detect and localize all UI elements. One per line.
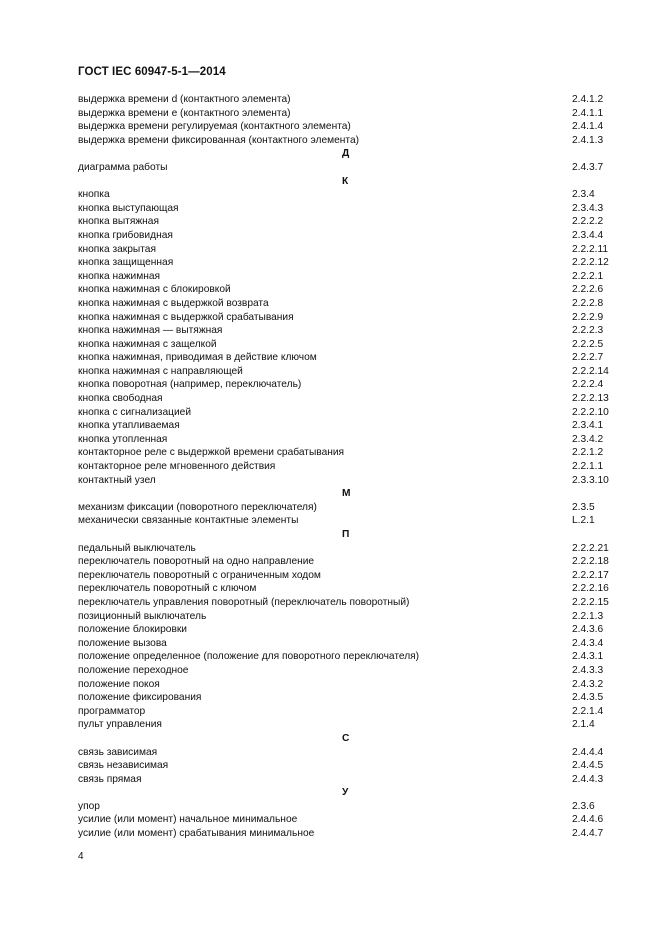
index-entry bbox=[78, 215, 618, 229]
index-entry bbox=[78, 678, 618, 692]
index-term: положение вызова bbox=[78, 637, 167, 649]
alphabetical-index bbox=[78, 93, 618, 841]
index-reference: 2.2.2.3 bbox=[572, 325, 604, 337]
index-entry bbox=[78, 365, 618, 379]
index-term: контакторное реле мгновенного действия bbox=[78, 461, 276, 473]
index-term: кнопка нажимная с выдержкой срабатывания bbox=[78, 311, 294, 323]
index-reference: L.2.1 bbox=[572, 515, 595, 527]
index-reference: 2.2.2.7 bbox=[572, 352, 604, 364]
section-letter: У bbox=[342, 787, 349, 799]
page-number: 4 bbox=[78, 851, 84, 862]
index-term: упор bbox=[78, 800, 100, 812]
index-reference: 2.4.3.7 bbox=[572, 161, 604, 173]
index-entry bbox=[78, 474, 618, 488]
index-reference: 2.4.4.7 bbox=[572, 828, 604, 840]
index-entry bbox=[78, 446, 618, 460]
index-reference: 2.2.1.3 bbox=[572, 610, 604, 622]
index-entry bbox=[78, 433, 618, 447]
index-entry bbox=[78, 297, 618, 311]
document-header: ГОСТ IEC 60947-5-1—2014 bbox=[78, 66, 226, 78]
index-reference: 2.4.3.4 bbox=[572, 637, 604, 649]
index-reference: 2.4.3.5 bbox=[572, 692, 604, 704]
index-entry bbox=[78, 406, 618, 420]
index-reference: 2.2.2.5 bbox=[572, 338, 604, 350]
index-term: кнопка закрытая bbox=[78, 243, 156, 255]
index-reference: 2.4.1.1 bbox=[572, 107, 604, 119]
index-reference: 2.2.2.12 bbox=[572, 257, 609, 269]
index-entry bbox=[78, 664, 618, 678]
index-term: усилие (или момент) начальное минимальное bbox=[78, 814, 298, 826]
index-reference: 2.2.2.16 bbox=[572, 583, 609, 595]
index-entry bbox=[78, 596, 618, 610]
index-entry bbox=[78, 134, 618, 148]
index-entry bbox=[78, 351, 618, 365]
index-term: кнопка нажимная bbox=[78, 270, 161, 282]
index-term: переключатель поворотный с ключом bbox=[78, 583, 257, 595]
index-entry bbox=[78, 283, 618, 297]
section-letter: Д bbox=[342, 148, 350, 160]
index-term: программатор bbox=[78, 705, 146, 717]
index-entry bbox=[78, 419, 618, 433]
index-reference: 2.4.3.2 bbox=[572, 678, 604, 690]
index-term: связь независимая bbox=[78, 760, 169, 772]
index-entry bbox=[78, 392, 618, 406]
index-entry bbox=[78, 120, 618, 134]
index-entry bbox=[78, 705, 618, 719]
index-entry bbox=[78, 229, 618, 243]
index-term: положение переходное bbox=[78, 664, 189, 676]
index-entry bbox=[78, 637, 618, 651]
index-reference: 2.2.1.2 bbox=[572, 447, 604, 459]
index-term: кнопка вытяжная bbox=[78, 216, 159, 228]
index-reference: 2.2.2.6 bbox=[572, 284, 604, 296]
index-entry bbox=[78, 623, 618, 637]
index-term: кнопка нажимная — вытяжная bbox=[78, 325, 223, 337]
index-term: выдержка времени фиксированная (контактного элемента) bbox=[78, 134, 360, 146]
index-reference: 2.2.2.9 bbox=[572, 311, 604, 323]
index-entry bbox=[78, 501, 618, 515]
index-section-letter bbox=[78, 732, 618, 746]
index-term: переключатель поворотный на одно направление bbox=[78, 556, 315, 568]
index-term: положение покоя bbox=[78, 678, 160, 690]
index-section-letter bbox=[78, 786, 618, 800]
index-reference: 2.4.3.6 bbox=[572, 624, 604, 636]
index-entry bbox=[78, 270, 618, 284]
index-reference: 2.4.4.6 bbox=[572, 814, 604, 826]
index-reference: 2.4.1.2 bbox=[572, 94, 604, 105]
index-entry bbox=[78, 746, 618, 760]
index-reference: 2.2.2.8 bbox=[572, 297, 604, 309]
index-term: позиционный выключатель bbox=[78, 610, 207, 622]
index-entry bbox=[78, 188, 618, 202]
index-term: кнопка грибовидная bbox=[78, 229, 173, 241]
index-entry bbox=[78, 338, 618, 352]
index-reference: 2.3.4.1 bbox=[572, 420, 604, 432]
index-reference: 2.4.1.3 bbox=[572, 134, 604, 146]
index-term: кнопка нажимная с блокировкой bbox=[78, 284, 231, 296]
index-term: контактный узел bbox=[78, 474, 156, 486]
index-reference: 2.4.4.4 bbox=[572, 746, 604, 758]
index-reference: 2.3.3.10 bbox=[572, 474, 609, 486]
index-term: переключатель поворотный с ограниченным ходом bbox=[78, 569, 321, 581]
section-letter: К bbox=[342, 175, 349, 187]
section-letter: М bbox=[342, 488, 351, 500]
index-entry bbox=[78, 800, 618, 814]
index-entry bbox=[78, 827, 618, 841]
index-entry bbox=[78, 542, 618, 556]
index-reference: 2.3.4.2 bbox=[572, 433, 604, 445]
index-reference: 2.2.2.10 bbox=[572, 406, 609, 418]
index-entry bbox=[78, 378, 618, 392]
index-entry bbox=[78, 759, 618, 773]
index-section-letter bbox=[78, 487, 618, 501]
index-term: кнопка свободная bbox=[78, 393, 163, 405]
index-term: педальный выключатель bbox=[78, 542, 196, 554]
index-reference: 2.2.2.18 bbox=[572, 556, 609, 568]
index-term: механически связанные контактные элементы bbox=[78, 515, 299, 527]
index-entry bbox=[78, 514, 618, 528]
index-reference: 2.4.4.3 bbox=[572, 773, 604, 785]
index-entry bbox=[78, 718, 618, 732]
index-reference: 2.2.2.17 bbox=[572, 569, 609, 581]
index-term: переключатель управления поворотный (переключатель поворотный) bbox=[78, 596, 410, 608]
index-reference: 2.4.4.5 bbox=[572, 760, 604, 772]
index-reference: 2.2.2.1 bbox=[572, 270, 604, 282]
index-reference: 2.2.2.13 bbox=[572, 393, 609, 405]
section-letter: П bbox=[342, 529, 350, 540]
index-entry bbox=[78, 691, 618, 705]
index-reference: 2.3.4 bbox=[572, 189, 595, 201]
index-term: выдержка времени e (контактного элемента) bbox=[78, 107, 291, 119]
index-reference: 2.2.2.4 bbox=[572, 379, 604, 391]
index-term: выдержка времени регулируемая (контактного элемента) bbox=[78, 121, 351, 133]
index-reference: 2.3.6 bbox=[572, 800, 595, 812]
index-reference: 2.3.5 bbox=[572, 501, 595, 513]
index-term: выдержка времени d (контактного элемента) bbox=[78, 94, 291, 105]
index-term: кнопка утопленная bbox=[78, 433, 168, 445]
index-term: кнопка с сигнализацией bbox=[78, 406, 192, 418]
index-entry bbox=[78, 311, 618, 325]
index-reference: 2.1.4 bbox=[572, 719, 595, 731]
index-reference: 2.4.3.1 bbox=[572, 651, 604, 663]
index-entry bbox=[78, 107, 618, 121]
index-entry bbox=[78, 813, 618, 827]
index-reference: 2.4.3.3 bbox=[572, 664, 604, 676]
index-reference: 2.2.2.15 bbox=[572, 596, 609, 608]
index-section-letter bbox=[78, 147, 618, 161]
index-term: диаграмма работы bbox=[78, 161, 168, 173]
index-term: механизм фиксации (поворотного переключателя) bbox=[78, 501, 317, 513]
index-reference: 2.2.2.11 bbox=[572, 243, 609, 255]
section-letter: С bbox=[342, 732, 350, 744]
index-term: кнопка выступающая bbox=[78, 202, 179, 214]
index-entry bbox=[78, 569, 618, 583]
index-term: кнопка нажимная, приводимая в действие ключом bbox=[78, 352, 317, 364]
index-term: контакторное реле с выдержкой времени срабатывания bbox=[78, 447, 345, 459]
index-entry bbox=[78, 555, 618, 569]
index-entry bbox=[78, 324, 618, 338]
index-entry bbox=[78, 243, 618, 257]
index-term: кнопка утапливаемая bbox=[78, 420, 180, 432]
index-entry bbox=[78, 582, 618, 596]
index-reference: 2.2.1.4 bbox=[572, 705, 604, 717]
index-entry bbox=[78, 650, 618, 664]
index-reference: 2.4.1.4 bbox=[572, 121, 604, 133]
index-term: усилие (или момент) срабатывания минимальное bbox=[78, 828, 315, 840]
index-term: положение определенное (положение для поворотного переключателя) bbox=[78, 651, 420, 663]
index-section-letter bbox=[78, 528, 618, 542]
index-term: связь зависимая bbox=[78, 746, 158, 758]
index-reference: 2.3.4.4 bbox=[572, 229, 604, 241]
index-term: кнопка поворотная (например, переключатель) bbox=[78, 379, 302, 391]
index-reference: 2.2.1.1 bbox=[572, 461, 604, 473]
index-term: пульт управления bbox=[78, 719, 162, 731]
index-term: положение блокировки bbox=[78, 624, 188, 636]
index-section-letter bbox=[78, 175, 618, 189]
index-entry bbox=[78, 460, 618, 474]
index-entry bbox=[78, 93, 618, 107]
index-term: связь прямая bbox=[78, 773, 142, 785]
index-entry bbox=[78, 256, 618, 270]
index-term: кнопка защищенная bbox=[78, 257, 174, 269]
index-reference: 2.3.4.3 bbox=[572, 202, 604, 214]
index-entry bbox=[78, 773, 618, 787]
index-term: кнопка нажимная с выдержкой возврата bbox=[78, 297, 269, 309]
index-term: кнопка нажимная с защелкой bbox=[78, 338, 217, 350]
index-term: положение фиксирования bbox=[78, 692, 202, 704]
index-term: кнопка нажимная с направляющей bbox=[78, 365, 243, 377]
index-reference: 2.2.2.14 bbox=[572, 365, 609, 377]
index-reference: 2.2.2.2 bbox=[572, 216, 604, 228]
index-entry bbox=[78, 610, 618, 624]
index-term: кнопка bbox=[78, 189, 110, 201]
index-reference: 2.2.2.21 bbox=[572, 542, 609, 554]
index-entry bbox=[78, 161, 618, 175]
index-entry bbox=[78, 202, 618, 216]
